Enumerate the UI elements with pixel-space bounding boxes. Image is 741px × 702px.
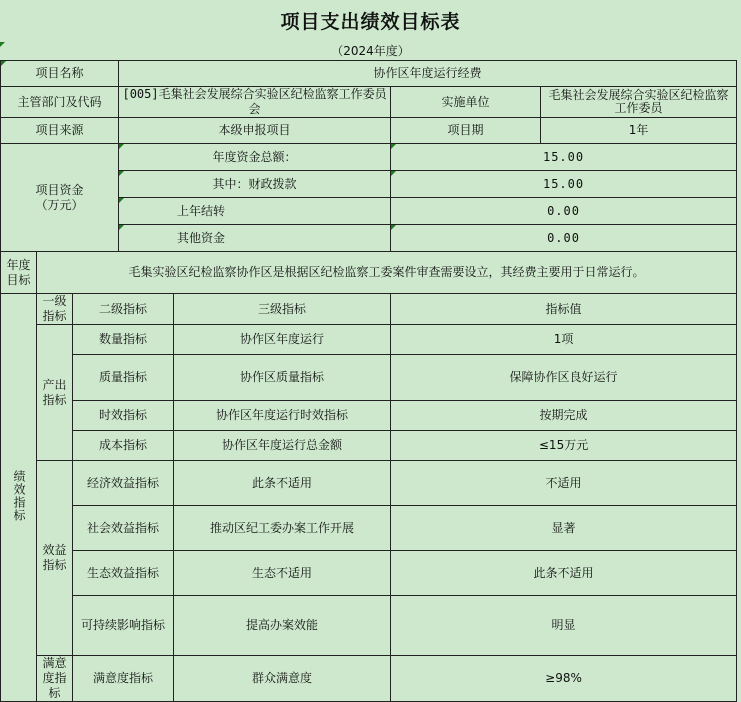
funds-total-value[interactable]: 15.00 — [391, 144, 737, 171]
project-name-label: 项目名称 — [1, 61, 119, 87]
source-value[interactable]: 本级申报项目 — [119, 118, 391, 144]
table-row-value[interactable]: 保障协作区良好运行 — [391, 355, 737, 401]
table-row-level2: 可持续影响指标 — [73, 596, 174, 656]
source-label: 项目来源 — [1, 118, 119, 144]
table-row-value[interactable]: 按期完成 — [391, 401, 737, 431]
table-row-level2: 满意度指标 — [73, 656, 174, 702]
table-row-value[interactable]: 不适用 — [391, 461, 737, 506]
table-row-value[interactable]: 此条不适用 — [391, 551, 737, 596]
table-row-level3[interactable]: 此条不适用 — [174, 461, 391, 506]
header-level2: 二级指标 — [73, 294, 174, 325]
table-row-level2: 时效指标 — [73, 401, 174, 431]
table-row-level3[interactable]: 推动区纪工委办案工作开展 — [174, 506, 391, 551]
indicators-section-label — [1, 294, 37, 702]
fiscal-year: （2024年度） — [331, 44, 410, 58]
table-row-level2: 生态效益指标 — [73, 551, 174, 596]
table-row-level2: 质量指标 — [73, 355, 174, 401]
indicators-section-text: 绩效指标 — [12, 469, 26, 522]
header-level1: 一级指标 — [37, 294, 73, 325]
table-row-level2: 社会效益指标 — [73, 506, 174, 551]
table-row-value[interactable]: 显著 — [391, 506, 737, 551]
header-level3: 三级指标 — [174, 294, 391, 325]
project-name-value[interactable]: 协作区年度运行经费 — [119, 61, 737, 87]
table-row-level3[interactable]: 协作区质量指标 — [174, 355, 391, 401]
funds-fiscal-value[interactable]: 15.00 — [391, 171, 737, 198]
table-row-value[interactable]: ≤15万元 — [391, 431, 737, 461]
table-title: 项目支出绩效目标表 — [280, 11, 461, 33]
funds-carry-label: 上年结转 — [119, 198, 391, 225]
group-satisfaction-label: 满意度指标 — [37, 656, 73, 702]
table-row-level3[interactable]: 协作区年度运行总金额 — [174, 431, 391, 461]
table-row-level3[interactable]: 群众满意度 — [174, 656, 391, 702]
period-label: 项目期 — [391, 118, 541, 144]
performance-table — [0, 60, 737, 702]
table-row-level3[interactable]: 协作区年度运行时效指标 — [174, 401, 391, 431]
table-row-level2: 数量指标 — [73, 325, 174, 355]
table-row-level2: 成本指标 — [73, 431, 174, 461]
table-row-value[interactable]: ≥98% — [391, 656, 737, 702]
group-output-label: 产出指标 — [37, 325, 73, 461]
header-value: 指标值 — [391, 294, 737, 325]
table-row-level3[interactable]: 生态不适用 — [174, 551, 391, 596]
dept-value[interactable]: [005]毛集社会发展综合实验区纪检监察工作委员会 — [119, 87, 391, 118]
period-value[interactable]: 1年 — [541, 118, 737, 144]
impl-label: 实施单位 — [391, 87, 541, 118]
table-row-level3[interactable]: 协作区年度运行 — [174, 325, 391, 355]
impl-value[interactable]: 毛集社会发展综合实验区纪检监察工作委员 — [541, 87, 737, 118]
funds-fiscal-label: 其中：财政拨款 — [119, 171, 391, 198]
table-row-level2: 经济效益指标 — [73, 461, 174, 506]
annual-goal-text[interactable]: 毛集实验区纪检监察协作区是根据区纪检监察工委案件审查需要设立，其经费主要用于日常运行。 — [37, 252, 737, 294]
group-benefit-label: 效益指标 — [37, 461, 73, 656]
dept-label: 主管部门及代码 — [1, 87, 119, 118]
funds-other-label: 其他资金 — [119, 225, 391, 252]
funds-other-value[interactable]: 0.00 — [391, 225, 737, 252]
table-row-value[interactable]: 明显 — [391, 596, 737, 656]
funds-total-label: 年度资金总额： — [119, 144, 391, 171]
table-row-value[interactable]: 1项 — [391, 325, 737, 355]
funds-label: 项目资金 （万元） — [1, 144, 119, 252]
table-row-level3[interactable]: 提高办案效能 — [174, 596, 391, 656]
funds-carry-value[interactable]: 0.00 — [391, 198, 737, 225]
annual-goal-label: 年度目标 — [1, 252, 37, 294]
